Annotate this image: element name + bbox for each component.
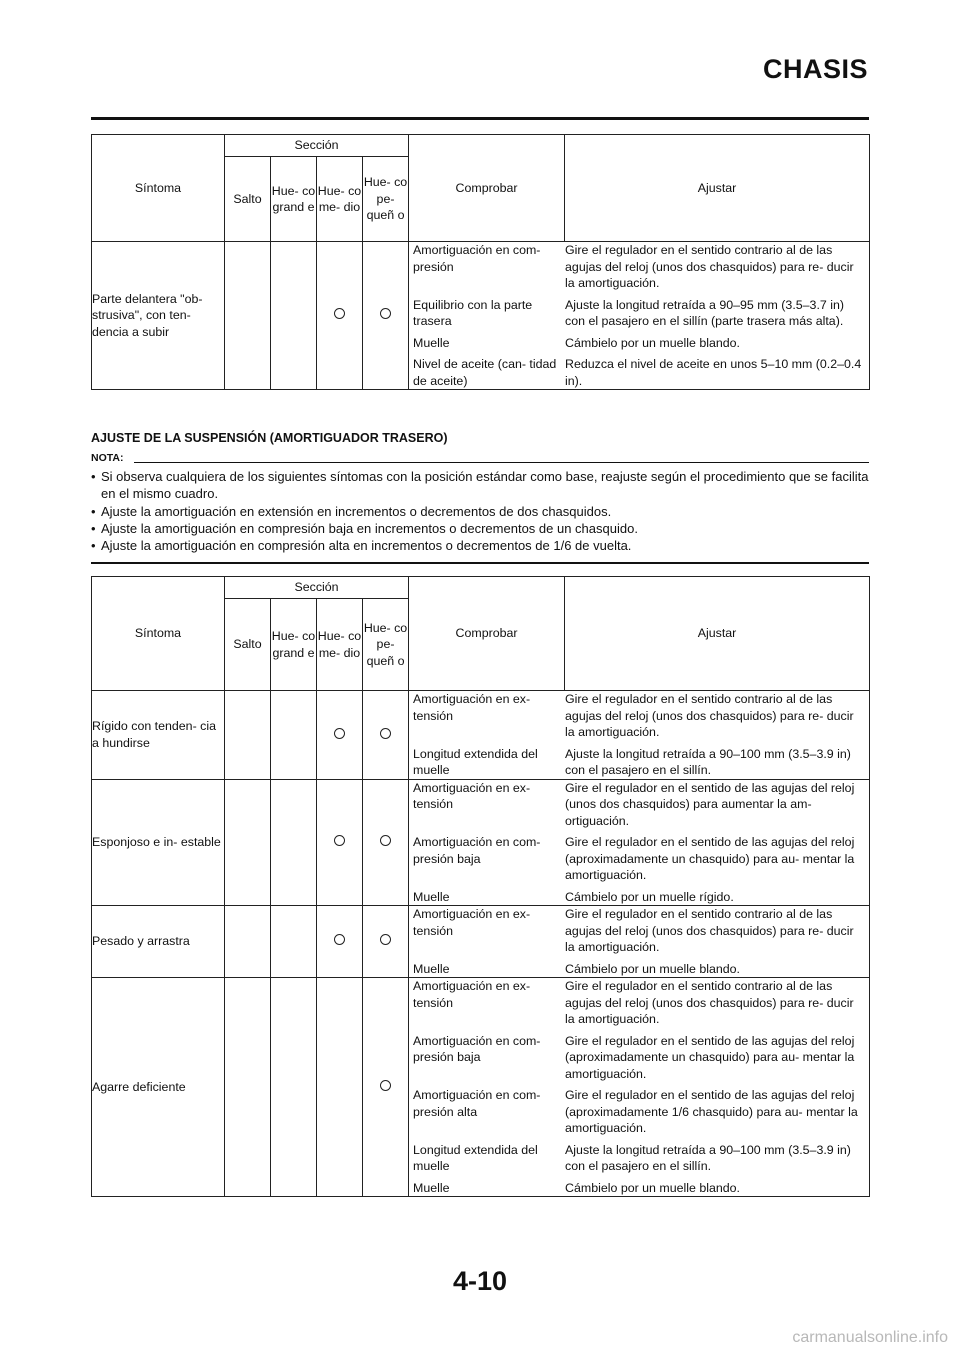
section-heading: AJUSTE DE LA SUSPENSIÓN (AMORTIGUADOR TRASERO): [91, 431, 448, 445]
check-text: Equilibrio con la parte trasera: [413, 297, 533, 328]
check-text: Muelle: [413, 1180, 450, 1195]
check-adjust-pair: [409, 1087, 869, 1137]
section-mark-cell: [363, 779, 409, 906]
front-suspension-table: [91, 134, 870, 390]
circle-icon: [380, 728, 391, 739]
header-check: Comprobar: [409, 577, 565, 691]
section-mark-cell: [317, 691, 363, 780]
section-mark-cell: [271, 779, 317, 906]
header-adjust: Ajustar: [565, 135, 870, 242]
section-mark-cell: [363, 242, 409, 390]
header-jump: Salto: [225, 157, 271, 242]
circle-icon: [334, 308, 345, 319]
circle-icon: [380, 308, 391, 319]
adjust-text: Ajuste la longitud retraída a 90–100 mm (3.5–3.9 in) con el pasajero en el sillín.: [565, 746, 851, 777]
adjust-text: Gire el regulador en el sentido de las agujas del reloj (aproximadamente un chasquido) para au- mentar la amortiguación.: [565, 1033, 855, 1081]
check-adjust-cell: [409, 978, 870, 1197]
check-adjust-pair: [409, 242, 869, 292]
circle-icon: [334, 934, 345, 945]
section-mark-cell: [225, 906, 271, 978]
check-text: Amortiguación en com- presión baja: [413, 835, 541, 866]
section-mark-cell: [363, 906, 409, 978]
check-text: Muelle: [413, 961, 450, 976]
header-symptom: Síntoma: [92, 577, 225, 691]
check-text: Longitud extendida del muelle: [413, 746, 538, 777]
adjust-text: Gire el regulador en el sentido contrario al de las agujas del reloj (unos dos chasquidos) para re- ducir la amortiguación.: [565, 692, 854, 739]
header-section: Sección: [225, 135, 409, 157]
note-end-rule: [91, 562, 869, 564]
check-adjust-pair: [409, 906, 869, 956]
section-mark-cell: [271, 242, 317, 390]
header-small-whoops: Hue- co pe- queñ o: [363, 157, 409, 242]
adjust-text: Cámbielo por un muelle blando.: [565, 1180, 740, 1195]
note-rule: [134, 462, 869, 463]
check-text: Amortiguación en com- presión alta: [413, 1088, 541, 1119]
header-symptom: Síntoma: [92, 135, 225, 242]
section-mark-cell: [225, 779, 271, 906]
check-adjust-pair: [409, 335, 869, 352]
table-row: [92, 779, 870, 906]
note-list: [91, 468, 869, 554]
circle-icon: [334, 835, 345, 846]
section-mark-cell: [317, 906, 363, 978]
adjust-text: Reduzca el nivel de aceite en unos 5–10 mm (0.2–0.4 in).: [565, 357, 862, 388]
note-label: NOTA:: [91, 452, 124, 464]
section-mark-cell: [317, 242, 363, 390]
header-rule: [91, 117, 869, 120]
check-text: Longitud extendida del muelle: [413, 1142, 538, 1173]
header-adjust: Ajustar: [565, 577, 870, 691]
watermark: carmanualsonline.info: [792, 1329, 948, 1346]
check-text: Amortiguación en ex- tensión: [413, 979, 531, 1010]
check-text: Amortiguación en ex- tensión: [413, 780, 531, 811]
note-item: • Ajuste la amortiguación en extensión en incrementos o decrementos de dos chasquidos.: [91, 503, 869, 520]
circle-icon: [334, 728, 345, 739]
header-large-whoops: Hue- co grand e: [271, 157, 317, 242]
check-text: Amortiguación en com- presión baja: [413, 1033, 541, 1064]
check-adjust-pair: [409, 889, 869, 906]
check-adjust-pair: [409, 1033, 869, 1083]
note-item: • Ajuste la amortiguación en compresión baja en incrementos o decrementos de un chasquido.: [91, 520, 869, 537]
symptom-cell: Rígido con tenden- cia a hundirse: [92, 691, 225, 780]
page-number: 4-10: [452, 1266, 508, 1296]
section-mark-cell: [271, 906, 317, 978]
check-text: Muelle: [413, 335, 450, 350]
section-mark-cell: [363, 978, 409, 1197]
check-adjust-pair: [409, 961, 869, 978]
adjust-text: Cámbielo por un muelle rígido.: [565, 889, 734, 904]
circle-icon: [380, 1080, 391, 1091]
header-jump: Salto: [225, 599, 271, 691]
check-text: Nivel de aceite (can- tidad de aceite): [413, 357, 557, 388]
page-title: CHASIS: [762, 54, 868, 84]
check-text: Muelle: [413, 889, 450, 904]
section-mark-cell: [271, 978, 317, 1197]
check-adjust-pair: [409, 1180, 869, 1197]
adjust-text: Gire el regulador en el sentido contrario al de las agujas del reloj (unos dos chasquidos) para re- ducir la amortiguación.: [565, 979, 854, 1026]
adjust-text: Gire el regulador en el sentido contrario al de las agujas del reloj (unos dos chasquidos) para re- ducir la amortiguación.: [565, 907, 854, 954]
header-large-whoops: Hue- co grand e: [271, 599, 317, 691]
check-adjust-pair: [409, 834, 869, 884]
check-adjust-pair: [409, 297, 869, 330]
check-adjust-cell: [409, 691, 870, 780]
adjust-text: Gire el regulador en el sentido de las agujas del reloj (unos dos chasquidos) para aumentar la am- ortiguación.: [565, 780, 855, 828]
check-adjust-cell: [409, 906, 870, 978]
table-row: [92, 691, 870, 780]
table-row: [92, 978, 870, 1197]
header-section: Sección: [225, 577, 409, 599]
section-mark-cell: [225, 978, 271, 1197]
circle-icon: [380, 934, 391, 945]
check-adjust-cell: [409, 242, 870, 390]
note-item: • Ajuste la amortiguación en compresión alta en incrementos o decrementos de 1/6 de vuelta.: [91, 537, 869, 554]
adjust-text: Cámbielo por un muelle blando.: [565, 961, 740, 976]
section-mark-cell: [225, 691, 271, 780]
section-mark-cell: [317, 779, 363, 906]
adjust-text: Gire el regulador en el sentido de las agujas del reloj (aproximadamente 1/6 chasquido) para au- mentar la amortiguación.: [565, 1088, 858, 1135]
check-adjust-pair: [409, 746, 869, 779]
header-small-whoops: Hue- co pe- queñ o: [363, 599, 409, 691]
adjust-text: Gire el regulador en el sentido de las agujas del reloj (aproximadamente un chasquido) para au- mentar la amortiguación.: [565, 835, 855, 882]
check-adjust-pair: [409, 780, 869, 830]
section-mark-cell: [225, 242, 271, 390]
symptom-cell: Agarre deficiente: [92, 978, 225, 1197]
check-text: Amortiguación en ex- tensión: [413, 907, 531, 938]
adjust-text: Gire el regulador en el sentido contrario al de las agujas del reloj (unos dos chasquidos) para re- ducir la amortiguación.: [565, 243, 854, 290]
table-row: [92, 242, 870, 390]
check-text: Amortiguación en ex- tensión: [413, 692, 531, 723]
check-adjust-pair: [409, 356, 869, 389]
symptom-cell: Esponjoso e in- estable: [92, 779, 225, 906]
check-adjust-pair: [409, 1142, 869, 1175]
adjust-text: Cámbielo por un muelle blando.: [565, 335, 740, 350]
check-text: Amortiguación en com- presión: [413, 243, 541, 274]
section-mark-cell: [271, 691, 317, 780]
check-adjust-cell: [409, 779, 870, 906]
header-medium-whoops: Hue- co me- dio: [317, 599, 363, 691]
note-item: • Si observa cualquiera de los siguientes síntomas con la posición estándar como base, reajuste según el procedimiento que se facilita en el mismo cuadro.: [91, 468, 869, 503]
section-mark-cell: [363, 691, 409, 780]
table-row: [92, 906, 870, 978]
section-mark-cell: [317, 978, 363, 1197]
header-medium-whoops: Hue- co me- dio: [317, 157, 363, 242]
circle-icon: [380, 835, 391, 846]
symptom-cell: Pesado y arrastra: [92, 906, 225, 978]
adjust-text: Ajuste la longitud retraída a 90–95 mm (3.5–3.7 in) con el pasajero en el sillín (parte trasera más alta).: [565, 297, 844, 328]
header-check: Comprobar: [409, 135, 565, 242]
check-adjust-pair: [409, 691, 869, 741]
check-adjust-pair: [409, 978, 869, 1028]
rear-suspension-table: [91, 576, 870, 1197]
adjust-text: Ajuste la longitud retraída a 90–100 mm (3.5–3.9 in) con el pasajero en el sillín.: [565, 1142, 851, 1173]
symptom-cell: Parte delantera "ob- strusiva", con ten- dencia a subir: [92, 242, 225, 390]
